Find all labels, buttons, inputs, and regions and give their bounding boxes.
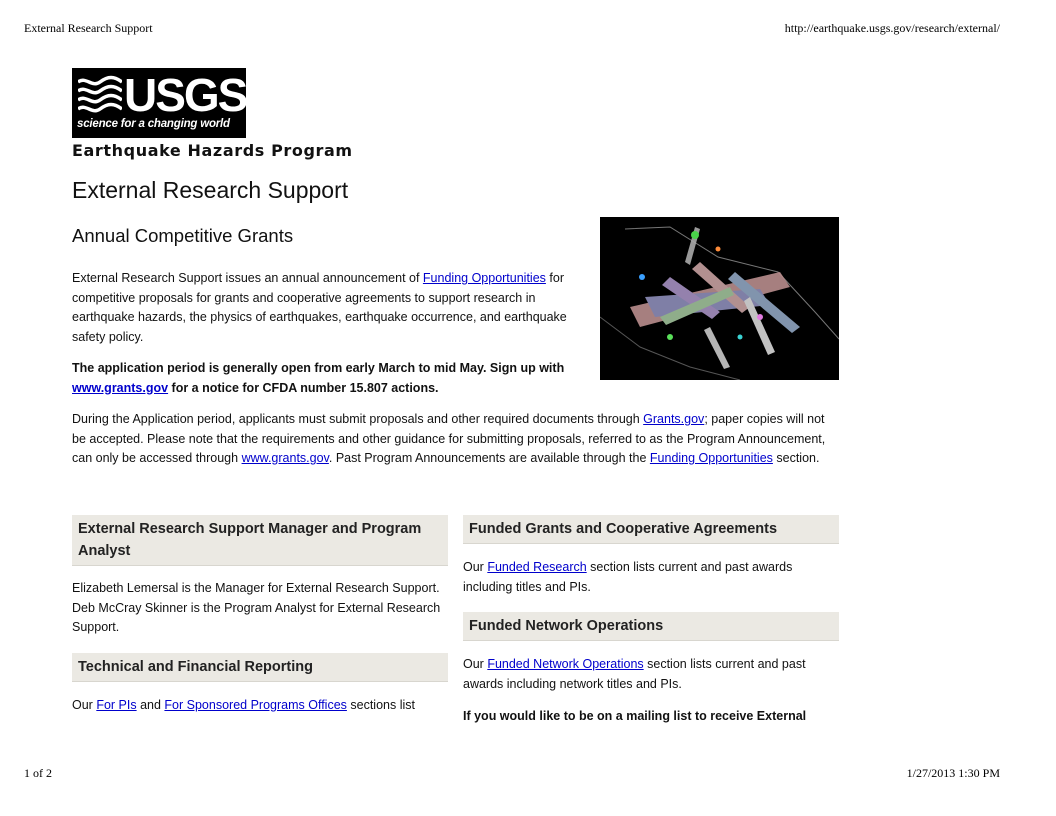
manager-line: Elizabeth Lemersal is the Manager for External Research Support.: [72, 581, 440, 595]
funded-research-link[interactable]: Funded Research: [487, 560, 587, 574]
funding-opportunities-link-2[interactable]: Funding Opportunities: [649, 451, 773, 465]
grants-gov-link-2[interactable]: Grants.gov: [643, 412, 705, 426]
funded-network-operations-link[interactable]: Funded Network Operations: [487, 657, 644, 671]
network-operations-text: [463, 655, 839, 694]
reporting-text-pre: Our: [72, 697, 97, 712]
funded-grants-text: [463, 558, 839, 597]
manager-text: [72, 579, 448, 638]
during-text-2: ; paper copies will not be accepted. Please note that the requirements and other guidance for submitting proposals, referred to as the Program Announcement, can only be accessed through: [72, 412, 826, 465]
logo-tagline: science for a changing world: [77, 118, 230, 130]
application-text-pre: The application period is generally open from early March to mid May. Sign up with: [72, 361, 565, 375]
network-operations-heading: Funded Network Operations: [463, 612, 839, 641]
during-text-1: During the Application period, applicants must submit proposals and other required documents through: [72, 412, 644, 426]
funding-opportunities-link[interactable]: Funding Opportunities: [422, 271, 546, 285]
manager-heading: External Research Support Manager and Program Analyst: [72, 515, 448, 566]
during-text-3: . Past Program Announcements are available through the: [328, 451, 650, 465]
reporting-text-mid: and: [136, 697, 165, 712]
intro-text-post: for competitive proposals for grants and cooperative agreements to support research in earthquake hazards, the physics of earthquakes, earthquake occurrence, and earthquake safety policy.: [72, 271, 567, 344]
usgs-logo[interactable]: [72, 68, 246, 138]
print-datetime: 1/27/2013 1:30 PM: [906, 766, 1000, 780]
program-name[interactable]: Earthquake Hazards Program: [72, 141, 353, 160]
network-text-pre: Our: [463, 657, 488, 671]
left-column: [72, 515, 448, 715]
right-column: [463, 515, 839, 727]
sponsored-programs-link[interactable]: For Sponsored Programs Offices: [164, 697, 347, 712]
intro-text-pre: External Research Support issues an annual announcement of: [72, 271, 423, 285]
analyst-line: Deb McCray Skinner is the Program Analyst for External Research Support.: [72, 600, 441, 634]
wave-logo-icon: [78, 74, 122, 114]
print-header-url: http://earthquake.usgs.gov/research/external/: [784, 21, 1000, 35]
page-number: 1 of 2: [24, 766, 52, 780]
page-title: External Research Support: [72, 177, 349, 203]
reporting-text: [72, 696, 448, 716]
reporting-text-post: sections list: [346, 697, 415, 712]
reporting-heading: Technical and Financial Reporting: [72, 653, 448, 682]
logo-wordmark: USGS: [124, 69, 246, 121]
print-header-title: External Research Support: [24, 21, 153, 35]
network-text-post: section lists current and past awards including network titles and PIs.: [463, 657, 806, 691]
application-period-paragraph: [72, 359, 587, 398]
fault-visualization-image: [600, 217, 839, 380]
www-grants-gov-link[interactable]: www.grants.gov: [241, 451, 329, 465]
funded-text-post: section lists current and past awards including titles and PIs.: [463, 560, 793, 594]
application-text-post: for a notice for CFDA number 15.807 actions.: [168, 380, 439, 395]
application-details-paragraph: [72, 410, 839, 469]
for-pis-link[interactable]: For PIs: [96, 697, 137, 712]
mailing-list-text: If you would like to be on a mailing list to receive External: [463, 709, 807, 723]
section-title: Annual Competitive Grants: [72, 225, 294, 246]
grants-gov-link[interactable]: www.grants.gov: [72, 380, 169, 395]
during-text-4: section.: [772, 451, 820, 465]
funded-text-pre: Our: [463, 560, 488, 574]
funded-grants-heading: Funded Grants and Cooperative Agreements: [463, 515, 839, 544]
intro-paragraph: [72, 269, 587, 347]
